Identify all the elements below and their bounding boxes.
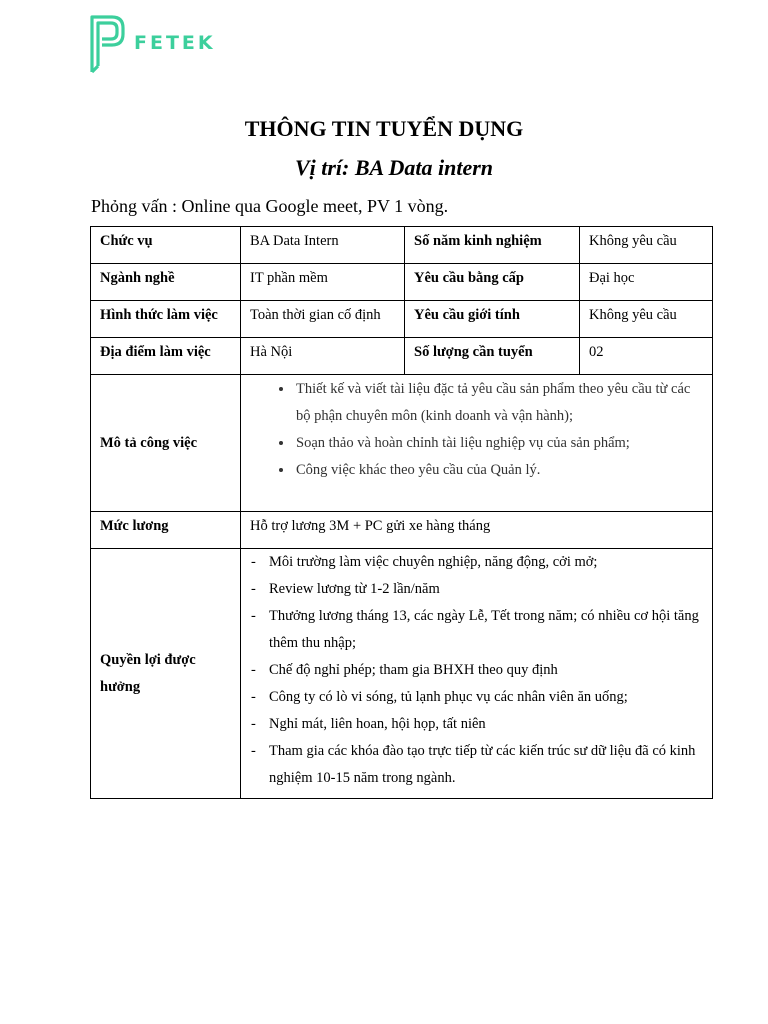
company-logo (88, 12, 216, 74)
job-description-label: Mô tả công việc (91, 375, 241, 512)
logo-text: FETEK (134, 32, 216, 54)
row-value: IT phần mềm (241, 264, 405, 301)
row-value: Hà Nội (241, 338, 405, 375)
row-label: Yêu cầu giới tính (405, 301, 580, 338)
row-label: Yêu cầu bằng cấp (405, 264, 580, 301)
list-item: - Công ty có lò vi sóng, tủ lạnh phục vụ các nhân viên ăn uống; (250, 684, 703, 711)
table-row (91, 264, 713, 301)
fetek-logo-icon (88, 12, 126, 74)
list-item: - Tham gia các khóa đào tạo trực tiếp từ các kiến trúc sư dữ liệu đã có kinh nghiệm 10-15 năm trong ngành. (250, 738, 703, 792)
table-row (91, 301, 713, 338)
page-title: THÔNG TIN TUYỂN DỤNG (244, 116, 524, 141)
list-item: - Thưởng lương tháng 13, các ngày Lễ, Tết trong năm; có nhiều cơ hội tăng thêm thu nhập; (250, 603, 703, 657)
salary-row (91, 512, 713, 549)
row-label: Số lượng cần tuyển (405, 338, 580, 375)
interview-info: Phỏng vấn : Online qua Google meet, PV 1 vòng. (91, 196, 449, 216)
row-value: Không yêu cầu (580, 227, 713, 264)
salary-label: Mức lương (91, 512, 241, 549)
salary-value: Hỗ trợ lương 3M + PC gửi xe hàng tháng (241, 512, 713, 549)
job-description-list (250, 376, 703, 484)
list-item: - Môi trường làm việc chuyên nghiệp, năng động, cởi mở; (250, 549, 703, 576)
row-label: Ngành nghề (91, 264, 241, 301)
benefits-list (250, 549, 703, 792)
row-label: Chức vụ (91, 227, 241, 264)
benefits-label: Quyền lợi được hưởng (91, 549, 241, 799)
benefits-cell (241, 549, 713, 799)
list-item: • Công việc khác theo yêu cầu của Quản lý. (294, 457, 703, 484)
table-row (91, 338, 713, 375)
job-description-cell (241, 375, 713, 512)
row-value: 02 (580, 338, 713, 375)
list-item: • Soạn thảo và hoàn chỉnh tài liệu nghiệp vụ của sản phẩm; (294, 430, 703, 457)
benefits-row (91, 549, 713, 799)
list-item: - Review lương từ 1-2 lần/năm (250, 576, 703, 603)
row-label: Địa điểm làm việc (91, 338, 241, 375)
list-item: • Thiết kế và viết tài liệu đặc tả yêu cầu sản phẩm theo yêu cầu từ các bộ phận chuyên môn (kinh doanh và vận hành); (294, 376, 703, 430)
row-value: BA Data Intern (241, 227, 405, 264)
job-info-table (90, 226, 713, 799)
row-label: Hình thức làm việc (91, 301, 241, 338)
list-item: - Chế độ nghỉ phép; tham gia BHXH theo quy định (250, 657, 703, 684)
list-item: - Nghỉ mát, liên hoan, hội họp, tất niên (250, 711, 703, 738)
job-description-row (91, 375, 713, 512)
row-value: Không yêu cầu (580, 301, 713, 338)
row-label: Số năm kinh nghiệm (405, 227, 580, 264)
row-value: Toàn thời gian cố định (241, 301, 405, 338)
table-row (91, 227, 713, 264)
position-subtitle: Vị trí: BA Data intern (294, 155, 494, 180)
row-value: Đại học (580, 264, 713, 301)
